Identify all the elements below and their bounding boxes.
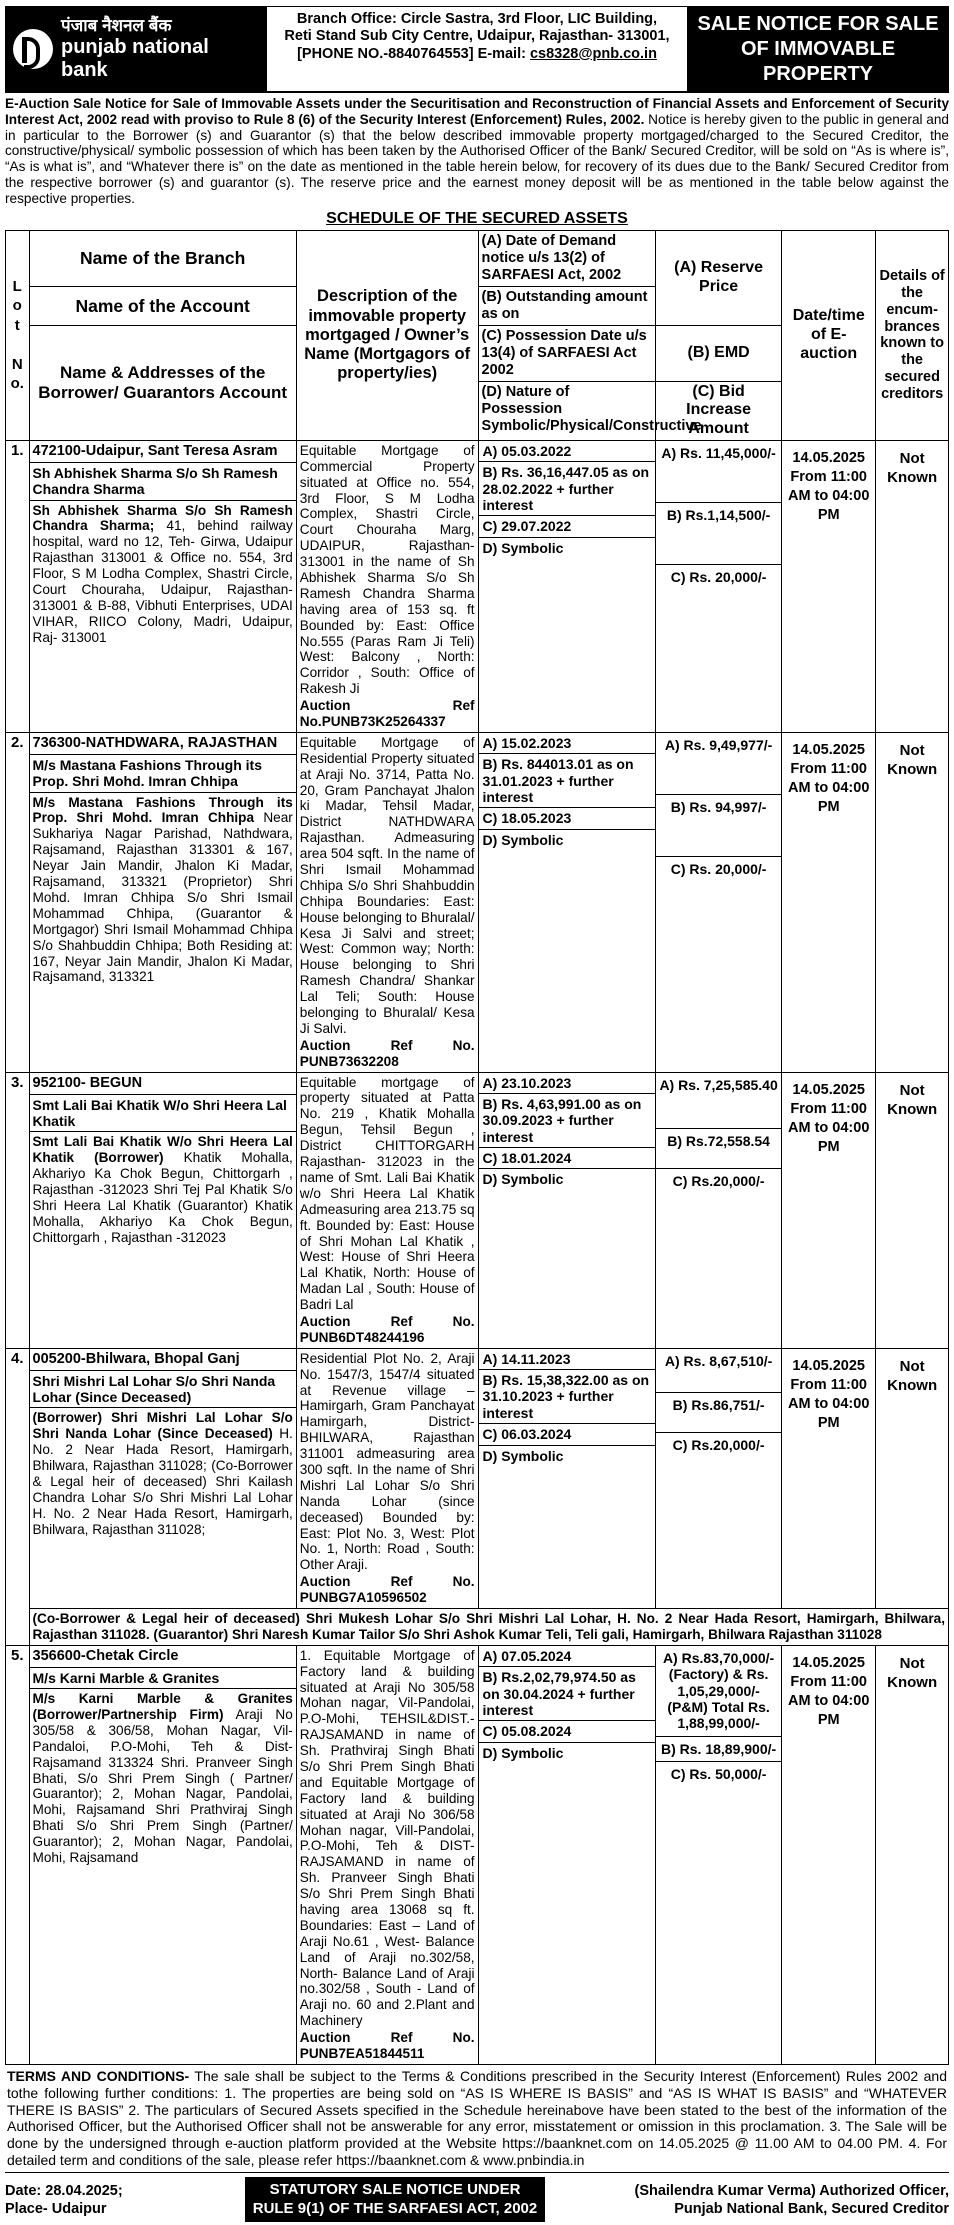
reserve-details: A) Rs. 11,45,000/- B) Rs.1,14,500/- C) Rs. 20,000/- <box>656 440 782 732</box>
branch-name: 736300-NATHDWARA, RAJASTHAN <box>30 733 296 755</box>
authorized-officer: (Shailendra Kumar Verma) Authorized Officer, <box>634 2182 949 2199</box>
property-description: Equitable Mortgage of Commercial Property situated at Office no. 554, 3rd Floor, S M Lodha Complex, Shastri Circle, Court Chouraha Marg, UDAIPUR, Rajasthan- 313001 in the name of Sh Abhishek Sharma S/o Sh Ramesh Chandra Sharma having area of 153 sq. ft Bounded by: East: Office No.555 (Paras Ram Ji Teli) West: Balcony , North: Corridor , South: Office of Rakesh Ji Auction Ref No.PUNB73K25264337 <box>296 440 478 732</box>
encumbrances: Not Known <box>876 440 949 732</box>
borrower-address: Sh Abhishek Sharma S/o Sh Ramesh Chandra Sharma; 41, behind railway hospital, ward no 12, Teh- Girwa, Udaipur Rajasthan 313001 & Office no. 554, 3rd Floor, S M Lodha Complex, Shastri Circle, Court Chouraha, Udaipur, Rajasthan- 313001 & B-88, Vibhuti Enterprises, UDAI VIHAR, RIICO Colony, Madri, Udaipur, Raj- 313001 <box>32 502 293 645</box>
borrower-address: Smt Lali Bai Khatik W/o Shri Heera Lal Khatik (Borrower) Khatik Mohalla, Akhariyo Ka Chok Begun, Chittorgarh , Rajasthan -312023 Shri Tej Pal Khatik S/o Shri Heera Lal Khatik (Guarantor) Khatik Mohalla, Akhariyo Ka Chok Begun, Chittorgarh , Rajasthan -312023 <box>32 1134 293 1245</box>
demand-details: A) 15.02.2023 B) Rs. 844013.01 as on 31.01.2023 + further interest C) 18.05.2023 D) Symbolic <box>478 732 655 1072</box>
notice-title: SALE NOTICE FOR SALE OF IMMOVABLE PROPERTY <box>687 6 949 92</box>
auction-datetime: 14.05.2025 From 11:00 AM to 04:00 PM <box>782 732 876 1072</box>
col-demand-d: (D) Nature of Possession Symbolic/Physical/Constructive <box>478 381 655 440</box>
auction-datetime: 14.05.2025 From 11:00 AM to 04:00 PM <box>782 1348 876 1608</box>
col-lot: L o t N o. <box>6 231 30 441</box>
property-description: Equitable Mortgage of Residential Property situated at Araji No. 3714, Patta No. 20, Gram Panchayat Jhalon ki Madar, Tehsil Madar, District NATHDWARA Rajasthan. Admeasuring area 504 sqft. In the name of Shri Ismail Mohammad Chhipa S/o Shri Shahbuddin Chhipa Boundaries: East: House belonging to Bhuralal/ Kesa Ji Salvi and street; West: Common way; North: House belonging to Shri Ramesh Chandra/ Shankar Lal Teli; South: House belonging to Bhuralal/ Kesa Ji Salvi. Auction Ref No. PUNB73632208 <box>296 732 478 1072</box>
reserve-details: A) Rs. 8,67,510/- B) Rs.86,751/- C) Rs.20,000/- <box>656 1348 782 1608</box>
auction-datetime: 14.05.2025 From 11:00 AM to 04:00 PM <box>782 440 876 732</box>
borrower-address: M/s Karni Marble & Granites (Borrower/Partnership Firm) Araji No 305/58 & 306/58, Mohan Nagar, Vil- Pandaloi, P.O-Mohi, Teh & Dist- Rajsamand 313324 Shri. Pranveer Singh Bhati, S/o Shri Prem Singh ( Partner/ Guarantor); 2, Mohan Nagar, Pandolai, Mohi, Rajsamand Shri Prathviraj Singh Bhati S/o Shri Prem Singh (Partner/ Guarantor); 2, Mohan Nagar, Pandolai, Mohi, Rajsamand <box>32 1691 293 1865</box>
lot-extra-row <box>6 1608 949 1645</box>
encumbrances: Not Known <box>876 1072 949 1348</box>
encumbrances: Not Known <box>876 1348 949 1608</box>
col-demand-a: (A) Date of Demand notice u/s 13(2) of SARFAESI Act, 2002 <box>478 231 655 287</box>
col-demand-c: (C) Possession Date u/s 13(4) of SARFAESI Act 2002 <box>478 325 655 381</box>
lot-row <box>6 1072 949 1348</box>
branch-name: 952100- BEGUN <box>30 1073 296 1095</box>
branch-email[interactable]: cs8328@pnb.co.in <box>529 45 657 62</box>
schedule-title: SCHEDULE OF THE SECURED ASSETS <box>326 210 628 228</box>
col-demand-b: (B) Outstanding amount as on <box>478 286 655 325</box>
secured-assets-table <box>5 230 949 2065</box>
account-name: Sh Abhishek Sharma S/o Sh Ramesh Chandra Sharma <box>30 463 296 501</box>
additional-guarantors: (Co-Borrower & Legal heir of deceased) Shri Mukesh Lohar S/o Shri Mishri Lal Lohar, H. No. 2 Near Hada Resort, Hamirgarh, Bhilwara, Rajasthan 311028. (Guarantor) Shri Naresh Kumar Tailor S/o Shri Ashok Kumar Teli, Teli gali, Hamirgarh, Bhilwara Rajasthan 311028 <box>29 1608 948 1645</box>
account-name: M/s Mastana Fashions Through its Prop. Shri Mohd. Imran Chhipa <box>30 755 296 793</box>
col-reserve-a: (A) Reserve Price <box>656 231 782 326</box>
notice-place: Place- Udaipur <box>5 2200 107 2217</box>
branch-name: 356600-Chetak Circle <box>30 1646 296 1668</box>
auction-datetime: 14.05.2025 From 11:00 AM to 04:00 PM <box>782 1072 876 1348</box>
property-description: Equitable mortgage of property situated at Patta No. 219 , Khatik Mohalla Begun, Tehsil Begun , District CHITTORGARH Rajasthan- 312023 in the name of Smt. Lali Bai Khatik w/o Shri Heera Lal Khatik Admeasuring area 213.75 sq ft. Bounded by: East: House of Shri Mohan Lal Khatik , West: House of Shri Heera Lal Khatik, North: House of Madan Lal , South: House of Badri Lal Auction Ref No. PUNB6DT48244196 <box>296 1072 478 1348</box>
bank-name-hindi: पंजाब नैशनल बैंक <box>61 15 172 35</box>
reserve-details: A) Rs. 9,49,977/- B) Rs. 94,997/- C) Rs. 20,000/- <box>656 732 782 1072</box>
branch-name: 005200-Bhilwara, Bhopal Ganj <box>30 1349 296 1371</box>
footer <box>5 2175 949 2225</box>
demand-details: A) 05.03.2022 B) Rs. 36,16,447.05 as on 28.02.2022 + further interest C) 29.07.2022 D) Symbolic <box>478 440 655 732</box>
col-borrower: Name & Addresses of the Borrower/ Guarantors Account <box>29 325 296 440</box>
notice-date: Date: 28.04.2025; <box>5 2182 123 2199</box>
encumbrances: Not Known <box>876 1645 949 2064</box>
property-description: Residential Plot No. 2, Araji No. 1547/3, 1547/4 situated at Revenue village –Hamirgarh, Gram Panchayat Hamirgarh, District- BHILWARA, Rajasthan 311001 admeasuring area 300 sqft. In the name of Shri Mishri Lal Lohar S/o Shri Nanda Lohar (since deceased) Bounded by: East: Plot No. 3, West: Plot No. 1, North: Road , South: Other Araji. Auction Ref No. PUNBG7A10596502 <box>296 1348 478 1608</box>
auction-ref: Auction Ref No. PUNB73632208 <box>299 1037 475 1069</box>
col-encumbrances: Details of the encum-brances known to the secured creditors <box>876 231 949 441</box>
account-name: M/s Karni Marble & Granites <box>30 1668 296 1689</box>
lot-number: 3. <box>6 1072 30 1348</box>
demand-details: A) 23.10.2023 B) Rs. 4,63,991.00 as on 30.09.2023 + further interest C) 18.01.2024 D) Symbolic <box>478 1072 655 1348</box>
auction-ref: Auction Ref No. PUNB7EA51844511 <box>299 2030 475 2062</box>
auction-datetime: 14.05.2025 From 11:00 AM to 04:00 PM <box>782 1645 876 2064</box>
account-name: Shri Mishri Lal Lohar S/o Shri Nanda Lohar (Since Deceased) <box>30 1371 296 1409</box>
encumbrances: Not Known <box>876 732 949 1072</box>
col-reserve-c: (C) Bid Increase Amount <box>656 381 782 440</box>
lot-number: 1. <box>6 440 30 732</box>
lot-number: 5. <box>6 1645 30 2064</box>
reserve-details: A) Rs.83,70,000/- (Factory) & Rs. 1,05,29,000/- (P&M) Total Rs. 1,88,99,000/- B) Rs. 18,89,900/- C) Rs. 50,000/- <box>656 1645 782 2064</box>
branch-name: 472100-Udaipur, Sant Teresa Asram <box>30 441 296 463</box>
pnb-logo-icon <box>13 29 53 69</box>
col-reserve-b: (B) EMD <box>656 325 782 381</box>
borrower-address: (Borrower) Shri Mishri Lal Lohar S/o Shri Nanda Lohar (Since Deceased) H. No. 2 Near Hada Resort, Hamirgarh, Bhilwara, Rajasthan 311028; (Co-Borrower & Legal heir of deceased) Shri Kailash Chandra Lohar S/o Shri Mishri Lal Lohar H. No. 2 Near Hada Resort, Hamirgarh, Bhilwara, Rajasthan 311028; <box>32 1410 293 1537</box>
property-description: 1. Equitable Mortgage of Factory land & building situated at Araji No 305/58 Mohan nagar, Vil-Pandolai, P.O-Mohi, TEHSIL&DIST.-RAJSAMAND in name of Sh. Prathviraj Singh Bhati S/o Shri Prem Singh Bhati and Equitable Mortgage of Factory land & building situated at Araji No 306/58 Mohan nagar, Vill-Pandolai, P.O-Mohi, Teh & DIST-RAJSAMAND in name of Sh. Pranveer Singh Bhati S/o Shri Prem Singh Bhati having area 13068 sq ft. Boundaries: East – Land of Araji No.61 , West- Balance Land of Araji no.302/58, North- Balance Land of Araji no.302/58 , South - Land of Araji no. 60 and 2.Plant and Machinery Auction Ref No. PUNB7EA51844511 <box>296 1645 478 2064</box>
borrower-address: M/s Mastana Fashions Through its Prop. Shri Mohd. Imran Chhipa Near Sukhariya Nagar Parishad, Nathdwara, Rajsamand, Rajasthan 313301 & 167, Neyar Jain Mandir, Jhalon Ki Madar, Rajsamand, 313321 (Proprietor) Shri Mohd. Imran Chhipa S/o Shri Ismail Mohammad Chhipa, (Guarantor & Mortgagor) Shri Ismail Mohammad Chhipa S/o Shahbuddin Chhipa; Both Residing at: 167, Neyar Jain Mandir, Jhalon Ki Madar, Rajsamand, 313321 <box>32 794 293 985</box>
pnb-logo <box>5 6 267 92</box>
auction-ref: Auction Ref No. PUNBG7A10596502 <box>299 1574 475 1606</box>
lot-row <box>6 732 949 1072</box>
col-date: Date/time of E-auction <box>782 231 876 441</box>
reserve-details: A) Rs. 7,25,585.40 B) Rs.72,558.54 C) Rs.20,000/- <box>656 1072 782 1348</box>
col-account: Name of the Account <box>29 286 296 325</box>
intro-paragraph: E-Auction Sale Notice for Sale of Immovable Assets under the Securitisation and Reconstruction of Financial Assets and Enforcement of Security Interest Act, 2002 read with proviso to Rule 8 (6) of the Security Interest (Enforcement) Rules, 2002. Notice is hereby given to the public in general and in particular to the Borrower (s) and Guarantor (s) that the below described immovable property mortgaged/charged to the Secured Creditor, the constructive/physical/ symbolic possession of which has been taken by the Authorised Officer of the Bank/ Secured Creditor, will be sold on “As is where is”, “As is what is”, and “Whatever there is” on the date as mentioned in the table herein below, for recovery of its dues due to the Bank/ Secured Creditor from the respective borrower (s) and guarantor (s). The reserve price and the earnest money deposit will be as mentioned in the table below against the respective properties. <box>5 92 949 209</box>
lot-number: 4. <box>6 1348 30 1645</box>
demand-details: A) 14.11.2023 B) Rs. 15,38,322.00 as on 31.10.2023 + further interest C) 06.03.2024 D) Symbolic <box>478 1348 655 1608</box>
header <box>5 6 949 92</box>
terms-and-conditions: TERMS AND CONDITIONS- The sale shall be subject to the Terms & Conditions prescribed in the Security Interest (Enforcement) Rules 2002 and tothe following further conditions: 1. The properties are being sold on “AS IS WHERE IS BASIS” and “AS IS WHAT IS BASIS” and “WHATEVER THERE IS BASIS” 2. The particulars of Secured Assets specified in the Schedule hereinabove have been stated to the best of the information of the Authorised Officer, but the Authorised Officer shall not be answerable for any error, misstatement or omission in this proclamation. 3. The Sale will be done by the undersigned through e-auction platform provided at the Website https://baanknet.com on 14.05.2025 @ 11.00 AM to 04.00 PM. 4. For detailed term and conditions of the sale, please refer https://baanknet.com & www.pnbindia.in <box>5 2065 949 2173</box>
statutory-notice-badge: STATUTORY SALE NOTICE UNDER RULE 9(1) OF THE SARFAESI ACT, 2002 <box>245 2177 545 2223</box>
col-description: Description of the immovable property mortgaged / Owner’s Name (Mortgagors of property/ies) <box>296 231 478 441</box>
auction-ref: Auction Ref No.PUNB73K25264337 <box>299 698 475 729</box>
auction-ref: Auction Ref No. PUNB6DT48244196 <box>299 1313 475 1345</box>
lot-number: 2. <box>6 732 30 1072</box>
lot-row <box>6 1645 949 2064</box>
lot-row <box>6 440 949 732</box>
secured-creditor: Punjab National Bank, Secured Creditor <box>674 2200 949 2217</box>
account-name: Smt Lali Bai Khatik W/o Shri Heera Lal Khatik <box>30 1095 296 1133</box>
demand-details: A) 07.05.2024 B) Rs.2,02,79,974.50 as on 30.04.2024 + further interest C) 05.08.2024 D) Symbolic <box>478 1645 655 2064</box>
col-branch: Name of the Branch <box>29 231 296 287</box>
branch-address: Branch Office: Circle Sastra, 3rd Floor, LIC Building, Reti Stand Sub City Centre, Udaipur, Rajasthan- 313001, [PHONE NO.-8840764553] E-mail: cs8328@pnb.co.in <box>267 6 687 92</box>
bank-name-english: punjab national bank <box>61 35 209 81</box>
lot-row <box>6 1348 949 1608</box>
